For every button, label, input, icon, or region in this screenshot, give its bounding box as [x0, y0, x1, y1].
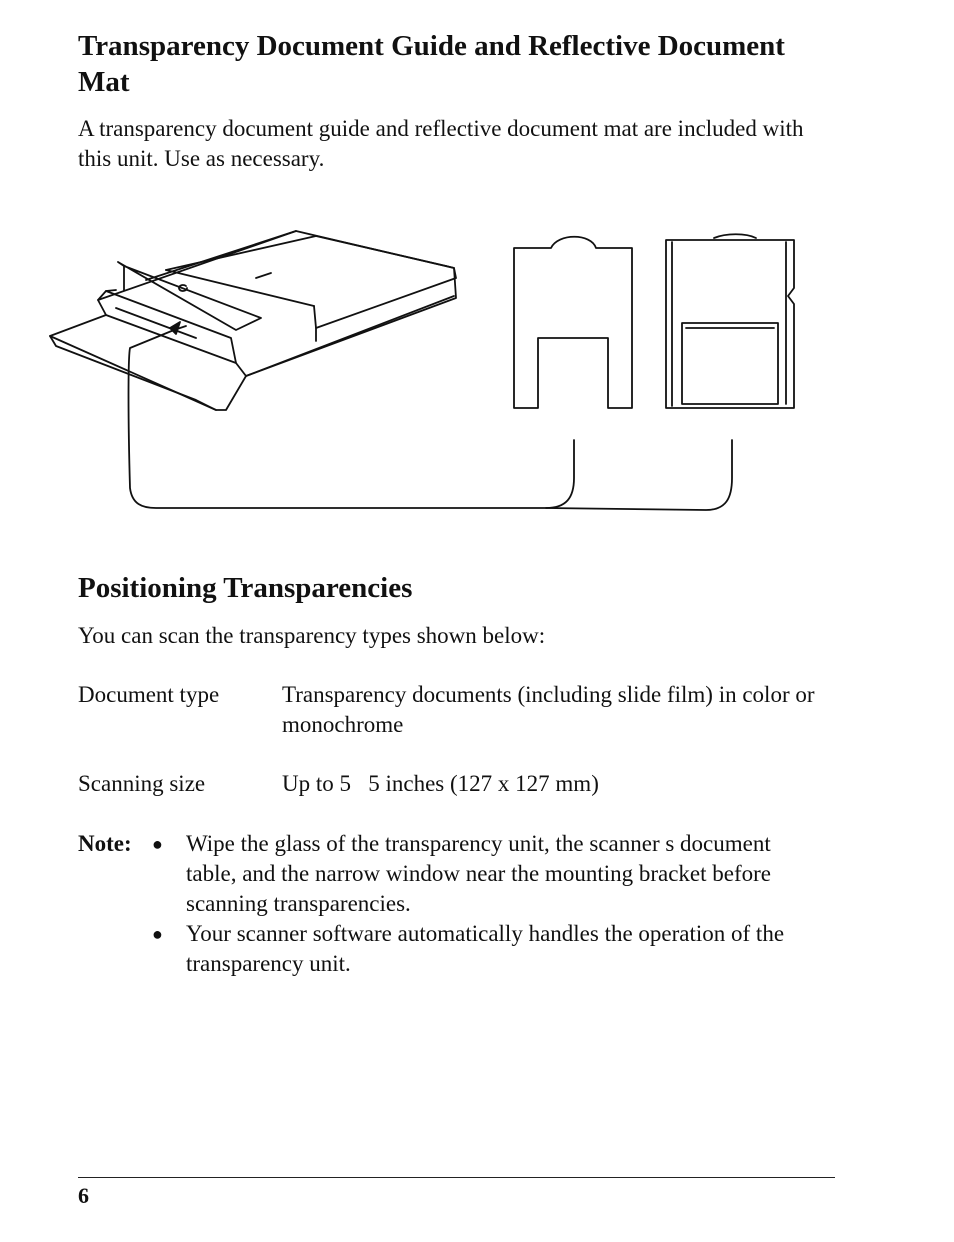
spec-label-document-type: Document type	[78, 682, 220, 707]
scan-intro-text: You can scan the transparency types shown below:	[78, 623, 546, 648]
scanner-illustration	[46, 178, 836, 538]
section-heading-guide-and-mat: Transparency Document Guide and Reflective Document Mat	[78, 30, 785, 98]
spec-value-document-type: Transparency documents (including slide film) in color or monochrome	[282, 682, 815, 737]
note-bullet-item: Wipe the glass of the transparency unit, the scanner s document table, and the narrow window near the mounting bracket before scanning transparencies.	[186, 831, 772, 916]
note-label: Note:	[78, 831, 132, 856]
bullet-icon: ●	[152, 834, 163, 854]
spec-value-scanning-size: Up to 5 5 inches (127 x 127 mm)	[282, 771, 599, 796]
note-bullet-item: Your scanner software automatically handles the operation of the transparency unit.	[186, 921, 785, 976]
section-heading-positioning: Positioning Transparencies	[78, 572, 413, 604]
document-mat-drawing	[666, 234, 794, 408]
intro-paragraph: A transparency document guide and reflective document mat are included with this unit. Use as necessary.	[78, 116, 804, 171]
footer-divider	[78, 1177, 835, 1178]
bullet-icon: ●	[152, 924, 163, 944]
page-number: 6	[78, 1183, 89, 1208]
scanner-unit-drawing	[50, 231, 456, 410]
label-connector-line	[129, 330, 575, 508]
spec-label-scanning-size: Scanning size	[78, 771, 206, 796]
document-guide-drawing	[514, 237, 632, 408]
